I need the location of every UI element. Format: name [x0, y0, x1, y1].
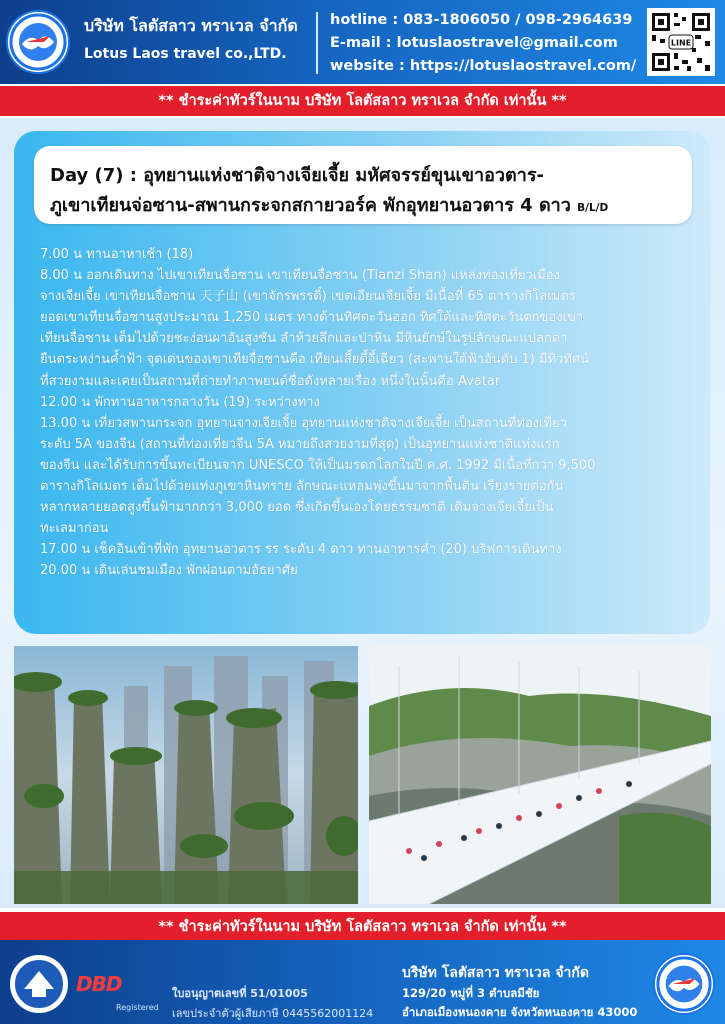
itinerary-line: ที่สวยงามและเคยเป็นสถานที่ถ่ายทำภาพยนต์ชื่อดังหลายเรื่อง หนึ่งในนั้นคือ Avatar — [40, 373, 501, 389]
lotus-laos-logo-footer — [653, 953, 715, 1015]
itinerary-line: จางเจียเจี้ย เขาเทียนจื่อซาน 天子山 (เขาจักรพรรดิ์) เขตเอียนเจียเจี้ย มีเนื้อที่ 65 ตารางกิโลเมตร — [40, 289, 576, 305]
day-title-box — [34, 146, 692, 224]
itinerary-line: ทะเลมาก่อน — [40, 521, 109, 537]
lotus-laos-logo — [6, 10, 70, 74]
header-bar — [0, 0, 725, 84]
itinerary-line: 13.00 น เที่ยวสพานกระจก อุทยานจางเจียเจี้ย อุทยานแห่งชาติจางเจียเจี้ย เป็นสถานที่ท่องเที่ยว — [40, 415, 567, 431]
email-link[interactable]: E-mail : lotuslaostravel@gmail.com — [330, 35, 618, 51]
itinerary-line: หลากหลายยอดสูงขึ้นฟ้ามากกว่า 3,000 ยอด ซึ่งเกิดขึ้นเองโดยธรรมชาติ เดิมจางเจียเจี้ยเป็น — [40, 500, 554, 516]
day-title-line-2-text: ภูเขาเทียนจ่อซาน-สพานกระจกสกายวอร์ค พักอุทยานอวตาร 4 ดาว — [50, 195, 571, 216]
taxpayer-id: เลขประจำตัวผู้เสียภาษี 0445562001124 — [172, 1007, 374, 1020]
day-title-line-2 — [50, 190, 608, 219]
footer-address-line-2: อำเภอเมืองหนองคาย จังหวัดหนองคาย 43000 — [402, 1005, 638, 1019]
license-number: ใบอนุญาตเลขที่ 51/01005 — [172, 987, 308, 1000]
line-qr-code[interactable] — [647, 8, 715, 76]
payment-notice-banner-top: ** ชำระค่าทัวร์ในนาม บริษัท โลตัสลาว ทราเวล จำกัด เท่านั้น ** — [0, 86, 725, 116]
zhangjiajie-pillars-photo — [14, 646, 358, 904]
day-title-line-1: Day (7) : อุทยานแห่งชาติจางเจียเจี้ย มหัศจรรย์ขุนเขาอวตาร- — [50, 165, 544, 186]
footer-address-line-1: 129/20 หมู่ที่ 3 ตำบลมีชัย — [402, 986, 540, 1000]
dbd-logo: DBD — [76, 972, 122, 996]
itinerary-line: 20.00 น เดินเล่นชมเมือง พักผ่อนตามอัธยาศัย — [40, 563, 298, 579]
footer-company-name: บริษัท โลตัสลาว ทราเวล จำกัด — [402, 965, 589, 981]
itinerary-line: 8.00 น ออกเดินทาง ไปเขาเทียนจื่อซาน เขาเทียนจื่อซาน (Tianzi Shan) แหล่งท่องเที่ยวเมือง — [40, 268, 560, 284]
website-link[interactable]: website : https://lotuslaostravel.com/ — [330, 58, 637, 74]
itinerary-line: ยอดเขาเทียนจื่อซานสูงประมาณ 1,250 เมตร ทางด้านทิศตะวันออก ทิศใต้และทิศตะวันตกของเขา — [40, 310, 584, 326]
itinerary-line: 17.00 น เช็คอินเข้าที่พัก อุทยานอวตาร รร ระดับ 4 ดาว ทานอาหารค่ำ (20) บริฟการเดินทาง — [40, 542, 562, 558]
itinerary-line: ยืนตระหง่านค้ำฟ้า จุดเด่นของเขาเทียจื่อซานคือ เทียนเสี้ยตี้อี้เฉียว (สะพานใต้ฟ้าอันดับ 1) มีทิวทัศน์ — [40, 352, 590, 368]
hotline-text: hotline : 083-1806050 / 098-2964639 — [330, 12, 633, 28]
qr-line-label: LINE — [670, 38, 692, 48]
tourism-authority-logo — [10, 955, 68, 1013]
itinerary-line: 12.00 น พักทานอาหารกลางวัน (19) ระหว่างทาง — [40, 394, 320, 410]
itinerary-list — [40, 244, 700, 582]
itinerary-line: เทียนจื่อซาน เต็มไปด้วยชะง่อนผาอันสูงชัน ลำห้วยลึกและป่าหิน มีหินยักษ์ในรูปลักษณะแปลกตา — [40, 331, 568, 347]
glass-bridge-photo — [369, 646, 711, 904]
company-name-english: Lotus Laos travel co.,LTD. — [84, 46, 287, 62]
meals-badge: B/L/D — [577, 202, 609, 214]
itinerary-line: ตารางกิโลเมตร เต็มไปด้วยแท่งภูเขาหินทราย ลักษณะแหลมพุ่งขึ้นมาจากพื้นดิน เรียงรายต่อกัน — [40, 479, 564, 495]
company-name-thai: บริษัท โลตัสลาว ทราเวล จำกัด — [84, 16, 298, 35]
payment-notice-banner-bottom: ** ชำระค่าทัวร์ในนาม บริษัท โลตัสลาว ทราเวล จำกัด เท่านั้น ** — [0, 912, 725, 942]
itinerary-line: ของจีน และได้รับการขึ้นทะเบียนจาก UNESCO ให้เป็นมรดกโลกในปี ค.ศ. 1992 มีเนื้อที่กว่า 9,500 — [40, 457, 596, 473]
itinerary-line: ระดับ 5A ของจีน (สถานที่ท่องเที่ยวจีน 5A หมายถึงสวยงามที่สุด) เป็นอุทยานแห่งชาติแห่งแรก — [40, 436, 560, 452]
header-divider — [316, 12, 318, 74]
itinerary-line: 7.00 น ทานอาหาเช้า (18) — [40, 247, 194, 262]
registered-label: Registered — [116, 1003, 159, 1012]
